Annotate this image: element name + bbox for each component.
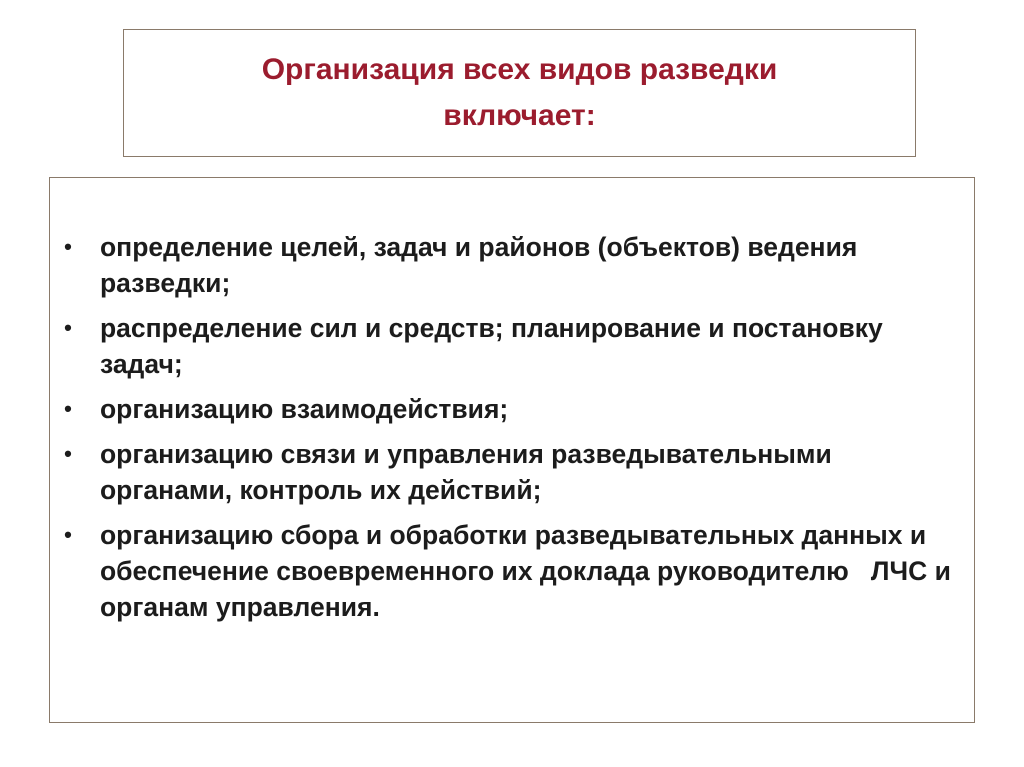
- slide-title: Организация всех видов разведки включает:: [261, 53, 778, 132]
- title-box: [123, 29, 916, 157]
- bullet-icon: •: [64, 441, 72, 466]
- list-item-text: распределение сил и средств; планирование и постановку задач;: [100, 313, 883, 379]
- list-item: [58, 436, 958, 508]
- bullet-list: [58, 229, 958, 634]
- list-item-text: определение целей, задач и районов (объектов) ведения разведки;: [100, 232, 858, 298]
- list-item: [58, 391, 958, 427]
- bullet-icon: •: [64, 234, 72, 259]
- bullet-icon: •: [64, 315, 72, 340]
- content-box: [49, 177, 975, 723]
- bullet-icon: •: [64, 522, 72, 547]
- list-item-text: организацию взаимодействия;: [100, 394, 509, 424]
- list-item-text: организацию связи и управления разведывательными органами, контроль их действий;: [100, 439, 832, 505]
- list-item-text: организацию сбора и обработки разведывательных данных и обеспечение своевременного их доклада руководителю ЛЧС и органам управления.: [100, 520, 959, 622]
- bullet-icon: •: [64, 396, 72, 421]
- list-item: [58, 310, 958, 382]
- list-item: [58, 517, 958, 625]
- list-item: [58, 229, 958, 301]
